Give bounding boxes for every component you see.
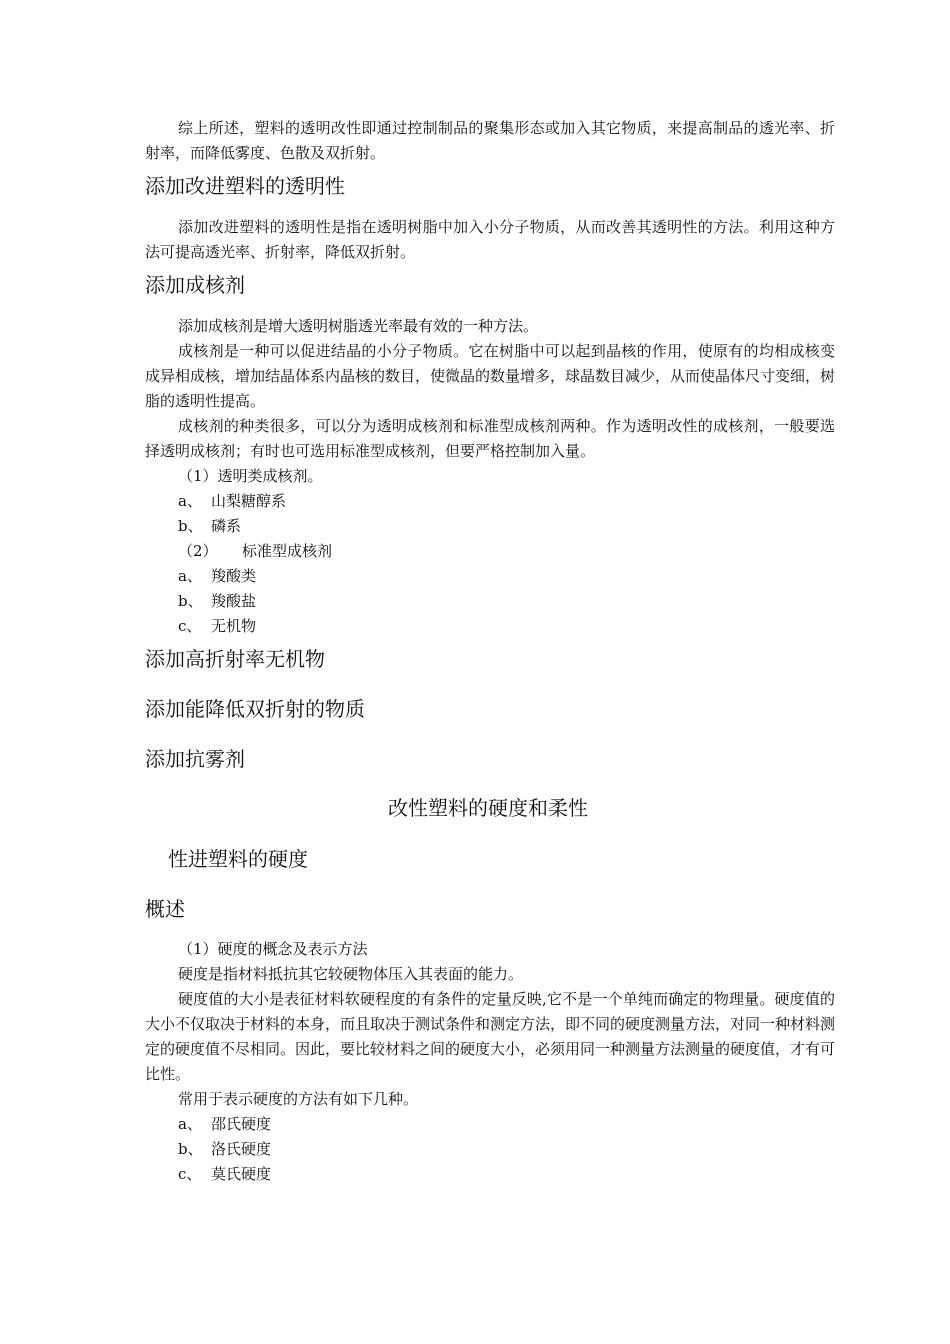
list-text: 羧酸盐 [211,592,257,610]
list-text: 莫氏硬度 [211,1165,272,1183]
list-marker: b、 [178,592,203,610]
list-text: 标准型成核剂 [242,542,333,560]
list-item [178,614,256,639]
list-marker: b、 [178,517,203,535]
list-text: 羧酸类 [211,567,257,585]
list-item [178,1137,271,1162]
heading-hardness-section: 性进塑料的硬度 [168,847,308,871]
heading-add-antifog: 添加抗雾剂 [145,747,245,771]
list-item [178,514,241,539]
list-marker: a、 [178,492,202,510]
list-text: 无机物 [211,617,257,635]
nucleating-paragraph-2: 成核剂是一种可以促进结晶的小分子物质。它在树脂中可以起到晶核的作用，使原有的均相成核变成异相成核，增加结晶体系内晶核的数目，使微晶的数量增多，球晶数目减少，从而使晶体尺寸变细，树脂的透明性提高。 [145,342,836,410]
add-improve-paragraph: 添加改进塑料的透明性是指在透明树脂中加入小分子物质，从而改善其透明性的方法。利用这种方法可提高透光率、折射率，降低双折射。 [145,218,835,261]
hardness-methods-intro: 常用于表示硬度的方法有如下几种。 [178,1090,419,1108]
hardness-concept-title: （1）硬度的概念及表示方法 [178,940,368,958]
nucleating-paragraph-3: 成核剂的种类很多，可以分为透明成核剂和标准型成核剂两种。作为透明改性的成核剂，一般要选择透明成核剂；有时也可选用标准型成核剂，但要严格控制加入量。 [145,417,835,460]
list-item [178,489,286,514]
list-text: 磷系 [211,517,242,535]
list-item [178,1162,271,1187]
transparent-nucleating-title: （1）透明类成核剂。 [178,467,323,485]
list-marker: a、 [178,567,202,585]
heading-add-improve: 添加改进塑料的透明性 [145,174,345,198]
list-text: 邵氏硬度 [211,1115,272,1133]
chapter-title: 改性塑料的硬度和柔性 [388,796,588,820]
hardness-value-paragraph: 硬度值的大小是表征材料软硬程度的有条件的定量反映,它不是一个单纯而确定的物理量。硬度值的大小不仅取决于材料的本身，而且取决于测试条件和测定方法，即不同的硬度测量方法，对同一种材料测定的硬度值不尽相同。因此，要比较材料之间的硬度大小，必须用同一种测量方法测量的硬度值，才有可比性。 [145,990,836,1083]
hardness-definition: 硬度是指材料抵抗其它较硬物体压入其表面的能力。 [178,965,524,983]
list-marker: （2） [178,542,218,560]
nucleating-paragraph-1: 添加成核剂是增大透明树脂透光率最有效的一种方法。 [178,317,539,335]
list-text: 山梨糖醇系 [211,492,287,510]
heading-add-high-refractive: 添加高折射率无机物 [145,647,325,671]
list-text: 洛氏硬度 [211,1140,272,1158]
heading-add-reduce-birefringence: 添加能降低双折射的物质 [145,697,365,721]
heading-add-nucleating: 添加成核剂 [145,273,245,297]
list-marker: c、 [178,1165,202,1183]
list-item [178,564,256,589]
list-marker: b、 [178,1140,203,1158]
list-marker: c、 [178,617,202,635]
heading-overview: 概述 [145,897,185,921]
list-marker: a、 [178,1115,202,1133]
standard-nucleating-title [178,539,332,564]
intro-paragraph: 综上所述，塑料的透明改性即通过控制制品的聚集形态或加入其它物质，来提高制品的透光率、折射率，而降低雾度、色散及双折射。 [145,119,835,162]
list-item [178,589,256,614]
list-item [178,1112,271,1137]
